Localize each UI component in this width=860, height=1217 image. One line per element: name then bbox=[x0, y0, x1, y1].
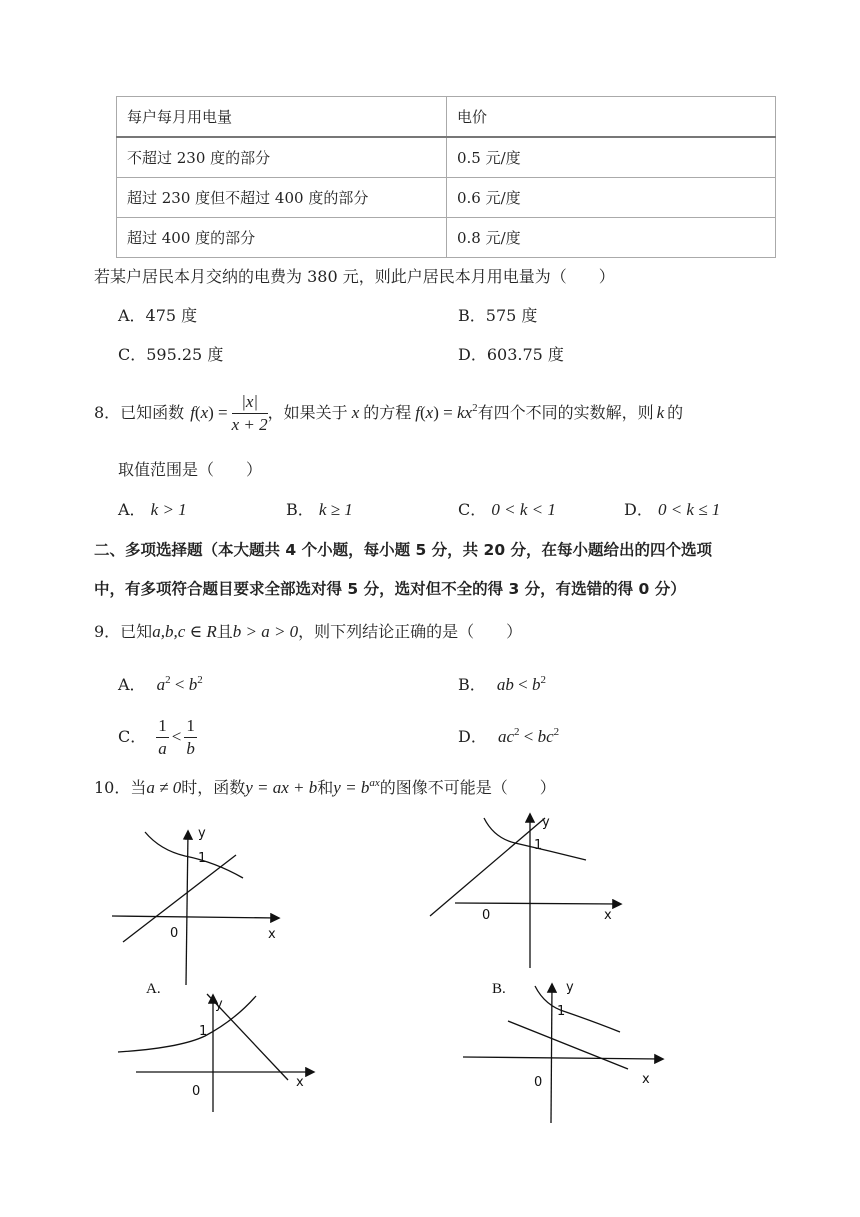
origin-label: 0 bbox=[534, 1075, 543, 1090]
table-cell: 超过 400 度的部分 bbox=[117, 218, 447, 258]
x-axis bbox=[112, 916, 278, 918]
option-math: k ≥ 1 bbox=[318, 500, 353, 519]
q8-var-k: k bbox=[656, 403, 665, 422]
x-axis-label: x bbox=[268, 927, 276, 942]
q8-text: ，如果关于 bbox=[267, 403, 348, 422]
q8-paren: ) = bbox=[208, 403, 228, 422]
option-label: D． bbox=[624, 500, 653, 519]
y-axis-label: y bbox=[542, 815, 550, 830]
q8-equation: $f(x) = kx^2$ bbox=[415, 402, 478, 422]
exponential-curve bbox=[535, 986, 620, 1032]
section2-heading-line1: 二、多项选择题（本大题共 4 个小题，每小题 5 分，共 20 分，在每小题给出的四个选项 bbox=[94, 541, 713, 559]
linear-line bbox=[123, 855, 236, 942]
table-cell: 0.6 元/度 bbox=[447, 178, 776, 218]
table-cell: 0.5 元/度 bbox=[447, 137, 776, 178]
x-axis-label: x bbox=[604, 908, 612, 923]
one-label: 1 bbox=[199, 1024, 208, 1039]
graph-b-label: B. bbox=[492, 981, 506, 997]
fraction-one-over-a: $\frac{1}{a}$ bbox=[158, 715, 167, 758]
q10-condition: a ≠ 0 bbox=[146, 778, 182, 797]
q8-text: 有四个不同的实数解，则 bbox=[477, 403, 654, 422]
option-label: B． bbox=[458, 675, 486, 694]
x-axis bbox=[463, 1057, 662, 1059]
y-axis-label: y bbox=[566, 980, 574, 995]
q10-number: 10．当 bbox=[94, 778, 147, 797]
graph-b bbox=[430, 815, 620, 968]
q8-var: x bbox=[200, 403, 209, 422]
option-math: ab < $b^2$ bbox=[496, 674, 546, 694]
q9-number: 9．已知 bbox=[94, 622, 153, 641]
table-header-cell: 每户每月用电量 bbox=[117, 97, 447, 138]
x-axis bbox=[455, 903, 620, 904]
section2-heading-line2: 中，有多项符合题目要求全部选对得 5 分，选对但不全的得 3 分，有选错的得 0 分） bbox=[94, 580, 686, 598]
fraction-one-over-b: $\frac{1}{b}$ bbox=[186, 715, 195, 758]
option-math: $ac^2 < bc^2$ bbox=[497, 726, 560, 746]
q7-option-b: B．575 度 bbox=[458, 306, 538, 325]
x-axis-label: x bbox=[296, 1075, 304, 1090]
q8-fraction-denominator: x + 2 bbox=[231, 414, 268, 434]
q10-function-2-exponent: ax bbox=[369, 777, 380, 789]
exponential-curve bbox=[145, 832, 243, 878]
y-axis bbox=[186, 832, 188, 985]
q8-number: 8．已知函数 bbox=[94, 403, 185, 422]
table-header-cell: 电价 bbox=[447, 97, 776, 138]
linear-line bbox=[430, 818, 545, 916]
q7-stem: 若某户居民本月交纳的电费为 380 元，则此户居民本月用电量为（ ） bbox=[94, 267, 615, 286]
option-math: k > 1 bbox=[150, 500, 187, 519]
less-than: < bbox=[171, 727, 182, 746]
q10-text: 的图像不可能是（ ） bbox=[379, 778, 556, 797]
option-label: A． bbox=[118, 500, 146, 519]
q9-vars: a,b,c ∈ R bbox=[152, 622, 217, 641]
q9-condition: b > a > 0 bbox=[232, 622, 299, 641]
origin-label: 0 bbox=[170, 926, 179, 941]
q8-paren: ( bbox=[194, 403, 201, 422]
q8-fx: f bbox=[190, 403, 195, 422]
q8-text: 的 bbox=[667, 403, 684, 422]
q10-text: 时，函数 bbox=[181, 778, 246, 797]
option-label: B． bbox=[286, 500, 314, 519]
q8-var: x bbox=[351, 403, 360, 422]
origin-label: 0 bbox=[482, 908, 491, 923]
option-math: $a^2 < b^2$ bbox=[156, 674, 203, 694]
q8-line2: 取值范围是（ ） bbox=[118, 460, 263, 479]
origin-label: 0 bbox=[192, 1084, 201, 1099]
table-cell: 不超过 230 度的部分 bbox=[117, 137, 447, 178]
y-axis-label: y bbox=[215, 997, 223, 1012]
q8-text: 的方程 bbox=[363, 403, 412, 422]
graph-a bbox=[112, 832, 278, 985]
q9-text: ，则下列结论正确的是（ ） bbox=[298, 622, 523, 641]
x-axis-label: x bbox=[642, 1072, 650, 1087]
q7-option-a: A．475 度 bbox=[118, 306, 198, 325]
table-cell: 超过 230 度但不超过 400 度的部分 bbox=[117, 178, 447, 218]
q7-option-d: D．603.75 度 bbox=[458, 345, 564, 364]
option-label: C． bbox=[458, 500, 487, 519]
one-label: 1 bbox=[557, 1004, 566, 1019]
table-cell: 0.8 元/度 bbox=[447, 218, 776, 258]
option-label: C． bbox=[118, 727, 147, 746]
one-label: 1 bbox=[534, 838, 543, 853]
q9-text: 且 bbox=[216, 622, 233, 641]
y-axis-label: y bbox=[198, 826, 206, 841]
option-math: 0 < k < 1 bbox=[491, 500, 556, 519]
graph-a-label: A. bbox=[146, 981, 161, 997]
option-label: A． bbox=[118, 675, 146, 694]
option-math: 0 < k ≤ 1 bbox=[657, 500, 721, 519]
one-label: 1 bbox=[198, 851, 207, 866]
q10-function-1: y = ax + b bbox=[245, 778, 318, 797]
q10-text: 和 bbox=[317, 778, 334, 797]
q10-function-2-base: y = b bbox=[333, 778, 370, 797]
q8-fraction-numerator: |x| bbox=[232, 391, 268, 414]
option-label: D． bbox=[458, 727, 487, 746]
q7-option-c: C．595.25 度 bbox=[118, 345, 224, 364]
